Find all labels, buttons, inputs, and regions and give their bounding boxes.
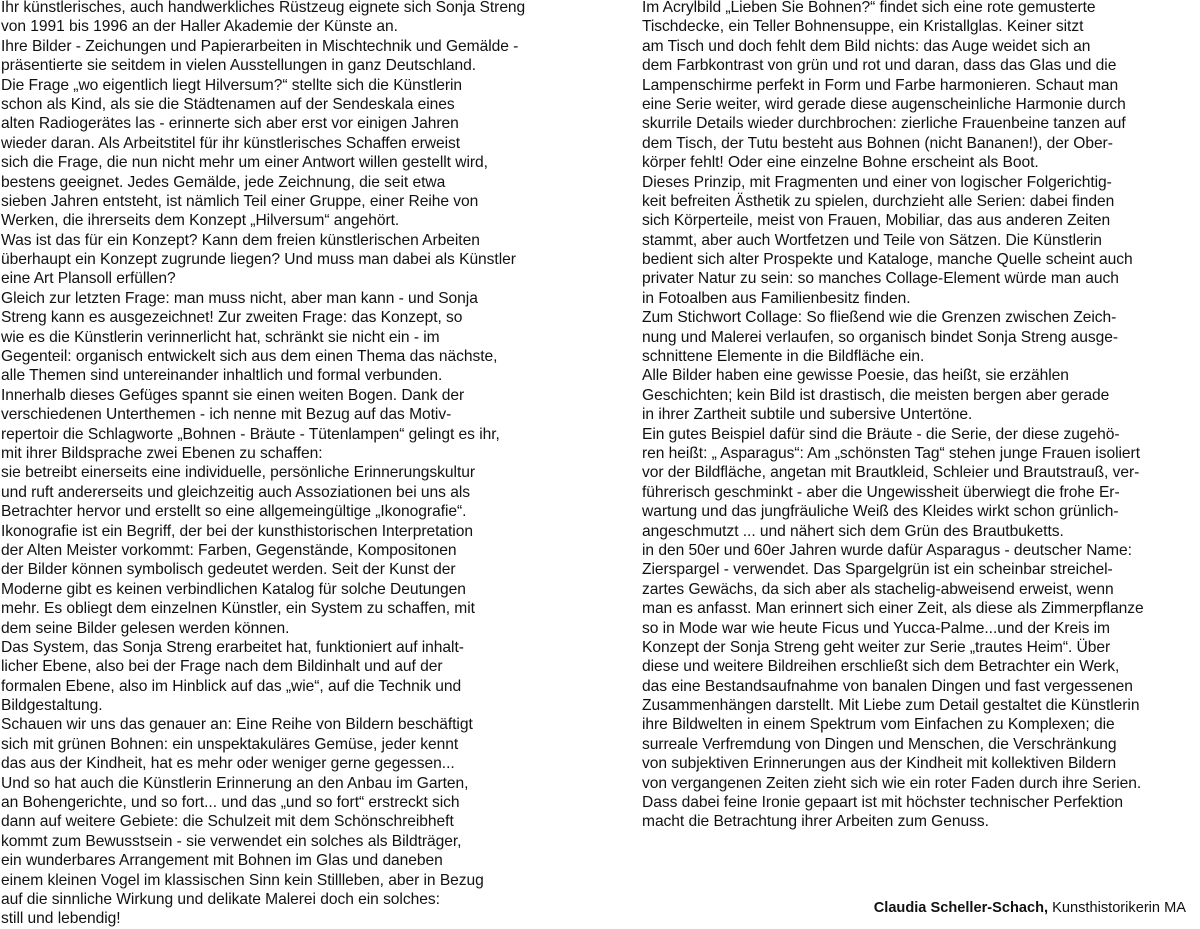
text-line: Im Acrylbild „Lieben Sie Bohnen?“ findet sich eine rote gemusterte [642, 0, 1096, 16]
text-line: schnittene Elemente in die Bildfläche ein. [642, 348, 925, 366]
text-line: körper fehlt! Oder eine einzelne Bohne erscheint als Boot. [642, 154, 1039, 172]
text-line: kommt zum Bewusstsein - sie verwendet ein solches als Bildträger, [1, 832, 462, 850]
text-line: Dass dabei feine Ironie gepaart ist mit höchster technischer Perfektion [642, 794, 1123, 812]
text-line: Das System, das Sonja Streng erarbeitet hat, funktioniert auf inhalt- [1, 638, 464, 656]
text-line: am Tisch und doch fehlt dem Bild nichts: das Auge weidet sich an [642, 37, 1091, 55]
text-line: bedient sich alter Prospekte und Kataloge, manche Quelle scheint auch [642, 251, 1133, 269]
left-text-column [1, 0, 593, 929]
text-line: Geschichten; kein Bild ist drastisch, die meisten bergen aber gerade [642, 386, 1110, 404]
text-line: nung und Malerei verlaufen, so organisch bindet Sonja Streng ausge- [642, 328, 1119, 346]
text-line: einem kleinen Vogel im klassischen Sinn kein Stillleben, aber in Bezug [1, 871, 484, 889]
text-line: Ikonografie ist ein Begriff, der bei der kunsthistorischen Interpretation [1, 522, 473, 540]
author-title: Kunsthistorikerin MA [1048, 900, 1186, 916]
text-line: Bildgestaltung. [1, 697, 103, 715]
text-line: der Alten Meister vorkommt: Farben, Gegenstände, Kompositonen [1, 541, 457, 559]
text-line: Ihre Bilder - Zeichungen und Papierarbeiten in Mischtechnik und Gemälde - [1, 37, 519, 55]
text-line: vor der Bildfläche, angetan mit Brautkleid, Schleier und Brautstrauß, ver- [642, 464, 1140, 482]
text-line: schon als Kind, als sie die Städtenamen auf der Sendeskala eines [1, 95, 455, 113]
text-line: Dieses Prinzip, mit Fragmenten und einer von logischer Folgerichtig- [642, 173, 1112, 191]
right-text-column [642, 0, 1200, 832]
text-line: sich Körperteile, meist von Frauen, Mobiliar, das aus anderen Zeiten [642, 212, 1111, 230]
text-line: wieder daran. Als Arbeitstitel für ihr künstlerisches Schaffen erweist [1, 134, 461, 152]
text-line: privater Natur zu sein: so manches Collage-Element würde man auch [642, 270, 1119, 288]
text-line: dem seine Bilder gelesen werden können. [1, 619, 290, 637]
text-line: Werken, die ihrerseits dem Konzept „Hilversum“ angehört. [1, 212, 400, 230]
text-line: Gleich zur letzten Frage: man muss nicht, aber man kann - und Sonja [1, 289, 478, 307]
text-line: Was ist das für ein Konzept? Kann dem freien künstlerischen Arbeiten [1, 231, 480, 249]
text-line: Und so hat auch die Künstlerin Erinnerung an den Anbau im Garten, [1, 774, 469, 792]
text-line: von subjektiven Erinnerungen aus der Kindheit mit kollektiven Bildern [642, 755, 1117, 773]
text-line: dem Tisch, der Tutu besteht aus Bohnen (nicht Bananen!), der Ober- [642, 134, 1113, 152]
text-line: Innerhalb dieses Gefüges spannt sie einen weiten Bogen. Dank der [1, 386, 465, 404]
text-line: Streng kann es ausgezeichnet! Zur zweiten Frage: das Konzept, so [1, 309, 463, 327]
text-line: ein wunderbares Arrangement mit Bohnen im Glas und daneben [1, 852, 443, 870]
text-line: ihre Bildwelten in einem Spektrum vom Einfachen zu Komplexen; die [642, 716, 1115, 734]
text-line: Ihr künstlerisches, auch handwerkliches Rüstzeug eignete sich Sonja Streng [1, 0, 526, 16]
text-line: der Bilder können symbolisch gedeutet werden. Seit der Kunst der [1, 561, 456, 579]
text-line: still und lebendig! [1, 910, 121, 928]
text-line: Konzept der Sonja Streng geht weiter zur Serie „trautes Heim“. Über [642, 638, 1111, 656]
text-line: überhaupt ein Konzept zugrunde liegen? Und muss man dabei als Künstler [1, 251, 516, 269]
text-line: angeschmutzt ... und nähert sich dem Grün des Brautbuketts. [642, 522, 1064, 540]
text-line: alten Radiogerätes las - erinnerte sich aber erst vor einigen Jahren [1, 115, 459, 133]
text-line: man es anfasst. Man erinnert sich einer Zeit, als diese als Zimmerpflanze [642, 600, 1144, 618]
text-line: Tischdecke, ein Teller Bohnensuppe, ein Kristallglas. Keiner sitzt [642, 18, 1084, 36]
text-line: macht die Betrachtung ihrer Arbeiten zum Genuss. [642, 813, 989, 831]
text-line: zartes Gewächs, da sich aber als stachelig-abweisend erweist, wenn [642, 580, 1114, 598]
text-line: Zusammenhängen darstellt. Mit Liebe zum Detail gestaltet die Künstlerin [642, 697, 1140, 715]
text-line: Die Frage „wo eigentlich liegt Hilversum?“ stellte sich die Künstlerin [1, 76, 463, 94]
text-line: wartung und das jungfräuliche Weiß des Kleides wirkt schon grünlich- [642, 503, 1119, 521]
text-line: formalen Ebene, also im Hinblick auf das „wie“, auf die Technik und [1, 677, 462, 695]
text-line: führerisch geschminkt - aber die Ungewissheit überwiegt die frohe Er- [642, 483, 1120, 501]
text-line: auf die sinnliche Wirkung und delikate Malerei doch ein solches: [1, 890, 440, 908]
text-line: Schauen wir uns das genauer an: Eine Reihe von Bildern beschäftigt [1, 716, 473, 734]
text-line: in den 50er und 60er Jahren wurde dafür Asparagus - deutscher Name: [642, 541, 1132, 559]
text-line: surreale Verfremdung von Dingen und Menschen, die Verschränkung [642, 735, 1117, 753]
text-line: stammt, aber auch Wortfetzen und Teile von Sätzen. Die Künstlerin [642, 231, 1102, 249]
text-line: verschiedenen Unterthemen - ich nenne mit Bezug auf das Motiv- [1, 406, 452, 424]
text-line: Ein gutes Beispiel dafür sind die Bräute - die Serie, der diese zugehö- [642, 425, 1120, 443]
text-line: wie es die Künstlerin verinnerlicht hat, schränkt sie nicht ein - im [1, 328, 440, 346]
text-line: in Fotoalben aus Familienbesitz finden. [642, 289, 911, 307]
text-line: ren heißt: „ Asparagus“: Am „schönsten Tag“ stehen junge Frauen isoliert [642, 444, 1140, 462]
text-line: von vergangenen Zeiten zieht sich wie ein roter Faden durch ihre Serien. [642, 774, 1142, 792]
text-line: präsentierte sie seitdem in vielen Ausstellungen in ganz Deutschland. [1, 57, 477, 75]
text-line: das eine Bestandsaufnahme von banalen Dingen und fast vergessenen [642, 677, 1133, 695]
text-line: Gegenteil: organisch entwickelt sich aus dem einen Thema das nächste, [1, 348, 498, 366]
text-line: Zierspargel - verwendet. Das Spargelgrün ist ein scheinbar streichel- [642, 561, 1113, 579]
text-line: diese und weitere Bildreihen erschließt sich dem Betrachter ein Werk, [642, 658, 1120, 676]
text-line: mit ihrer Bildsprache zwei Ebenen zu schaffen: [1, 444, 323, 462]
text-line: keit befreiten Ästhetik zu spielen, durchzieht alle Serien: dabei finden [642, 192, 1115, 210]
text-line: Zum Stichwort Collage: So fließend wie die Grenzen zwischen Zeich- [642, 309, 1117, 327]
author-signature [874, 899, 1186, 917]
text-line: an Bohengerichte, und so fort... und das „und so fort“ erstreckt sich [1, 794, 460, 812]
text-line: das aus der Kindheit, hat es mehr oder weniger gerne gegessen... [1, 755, 455, 773]
text-line: licher Ebene, also bei der Frage nach dem Bildinhalt und auf der [1, 658, 443, 676]
text-line: und ruft andererseits und gleichzeitig auch Assoziationen bei uns als [1, 483, 470, 501]
text-line: Betrachter hervor und erstellt so eine allgemeingültige „Ikonografie“. [1, 503, 467, 521]
text-line: mehr. Es obliegt dem einzelnen Künstler, ein System zu schaffen, mit [1, 600, 475, 618]
text-line: sie betreibt einerseits eine individuelle, persönliche Erinnerungskultur [1, 464, 476, 482]
text-line: sich mit grünen Bohnen: ein unspektakuläres Gemüse, jeder kennt [1, 735, 459, 753]
text-line: repertoir die Schlagworte „Bohnen - Bräute - Tütenlampen“ gelingt es ihr, [1, 425, 500, 443]
text-line: alle Themen sind untereinander inhaltlich und formal verbunden. [1, 367, 443, 385]
text-line: so in Mode war wie heute Ficus und Yucca-Palme...und der Kreis im [642, 619, 1110, 637]
text-line: sieben Jahren entsteht, ist nämlich Teil einer Gruppe, einer Reihe von [1, 192, 479, 210]
text-line: Moderne gibt es keinen verbindlichen Katalog für solche Deutungen [1, 580, 466, 598]
text-line: Lampenschirme perfekt in Form und Farbe harmonieren. Schaut man [642, 76, 1119, 94]
text-line: bestens geeignet. Jedes Gemälde, jede Zeichnung, die seit etwa [1, 173, 446, 191]
text-line: von 1991 bis 1996 an der Haller Akademie der Künste an. [1, 18, 398, 36]
text-line: eine Art Plansoll erfüllen? [1, 270, 176, 288]
text-line: skurrile Details wieder durchbrochen: zierliche Frauenbeine tanzen auf [642, 115, 1126, 133]
text-line: dann auf weitere Gebiete: die Schulzeit mit dem Schönschreibheft [1, 813, 454, 831]
author-name: Claudia Scheller-Schach, [873, 900, 1049, 916]
text-line: Alle Bilder haben eine gewisse Poesie, das heißt, sie erzählen [642, 367, 1069, 385]
text-line: eine Serie weiter, wird gerade diese augenscheinliche Harmonie durch [642, 95, 1126, 113]
text-line: in ihrer Zartheit subtile und subersive Untertöne. [642, 406, 973, 424]
text-line: sich die Frage, die nun nicht mehr um einer Antwort willen gestellt wird, [1, 154, 488, 172]
text-line: dem Farbkontrast von grün und rot und daran, dass das Glas und die [642, 57, 1117, 75]
